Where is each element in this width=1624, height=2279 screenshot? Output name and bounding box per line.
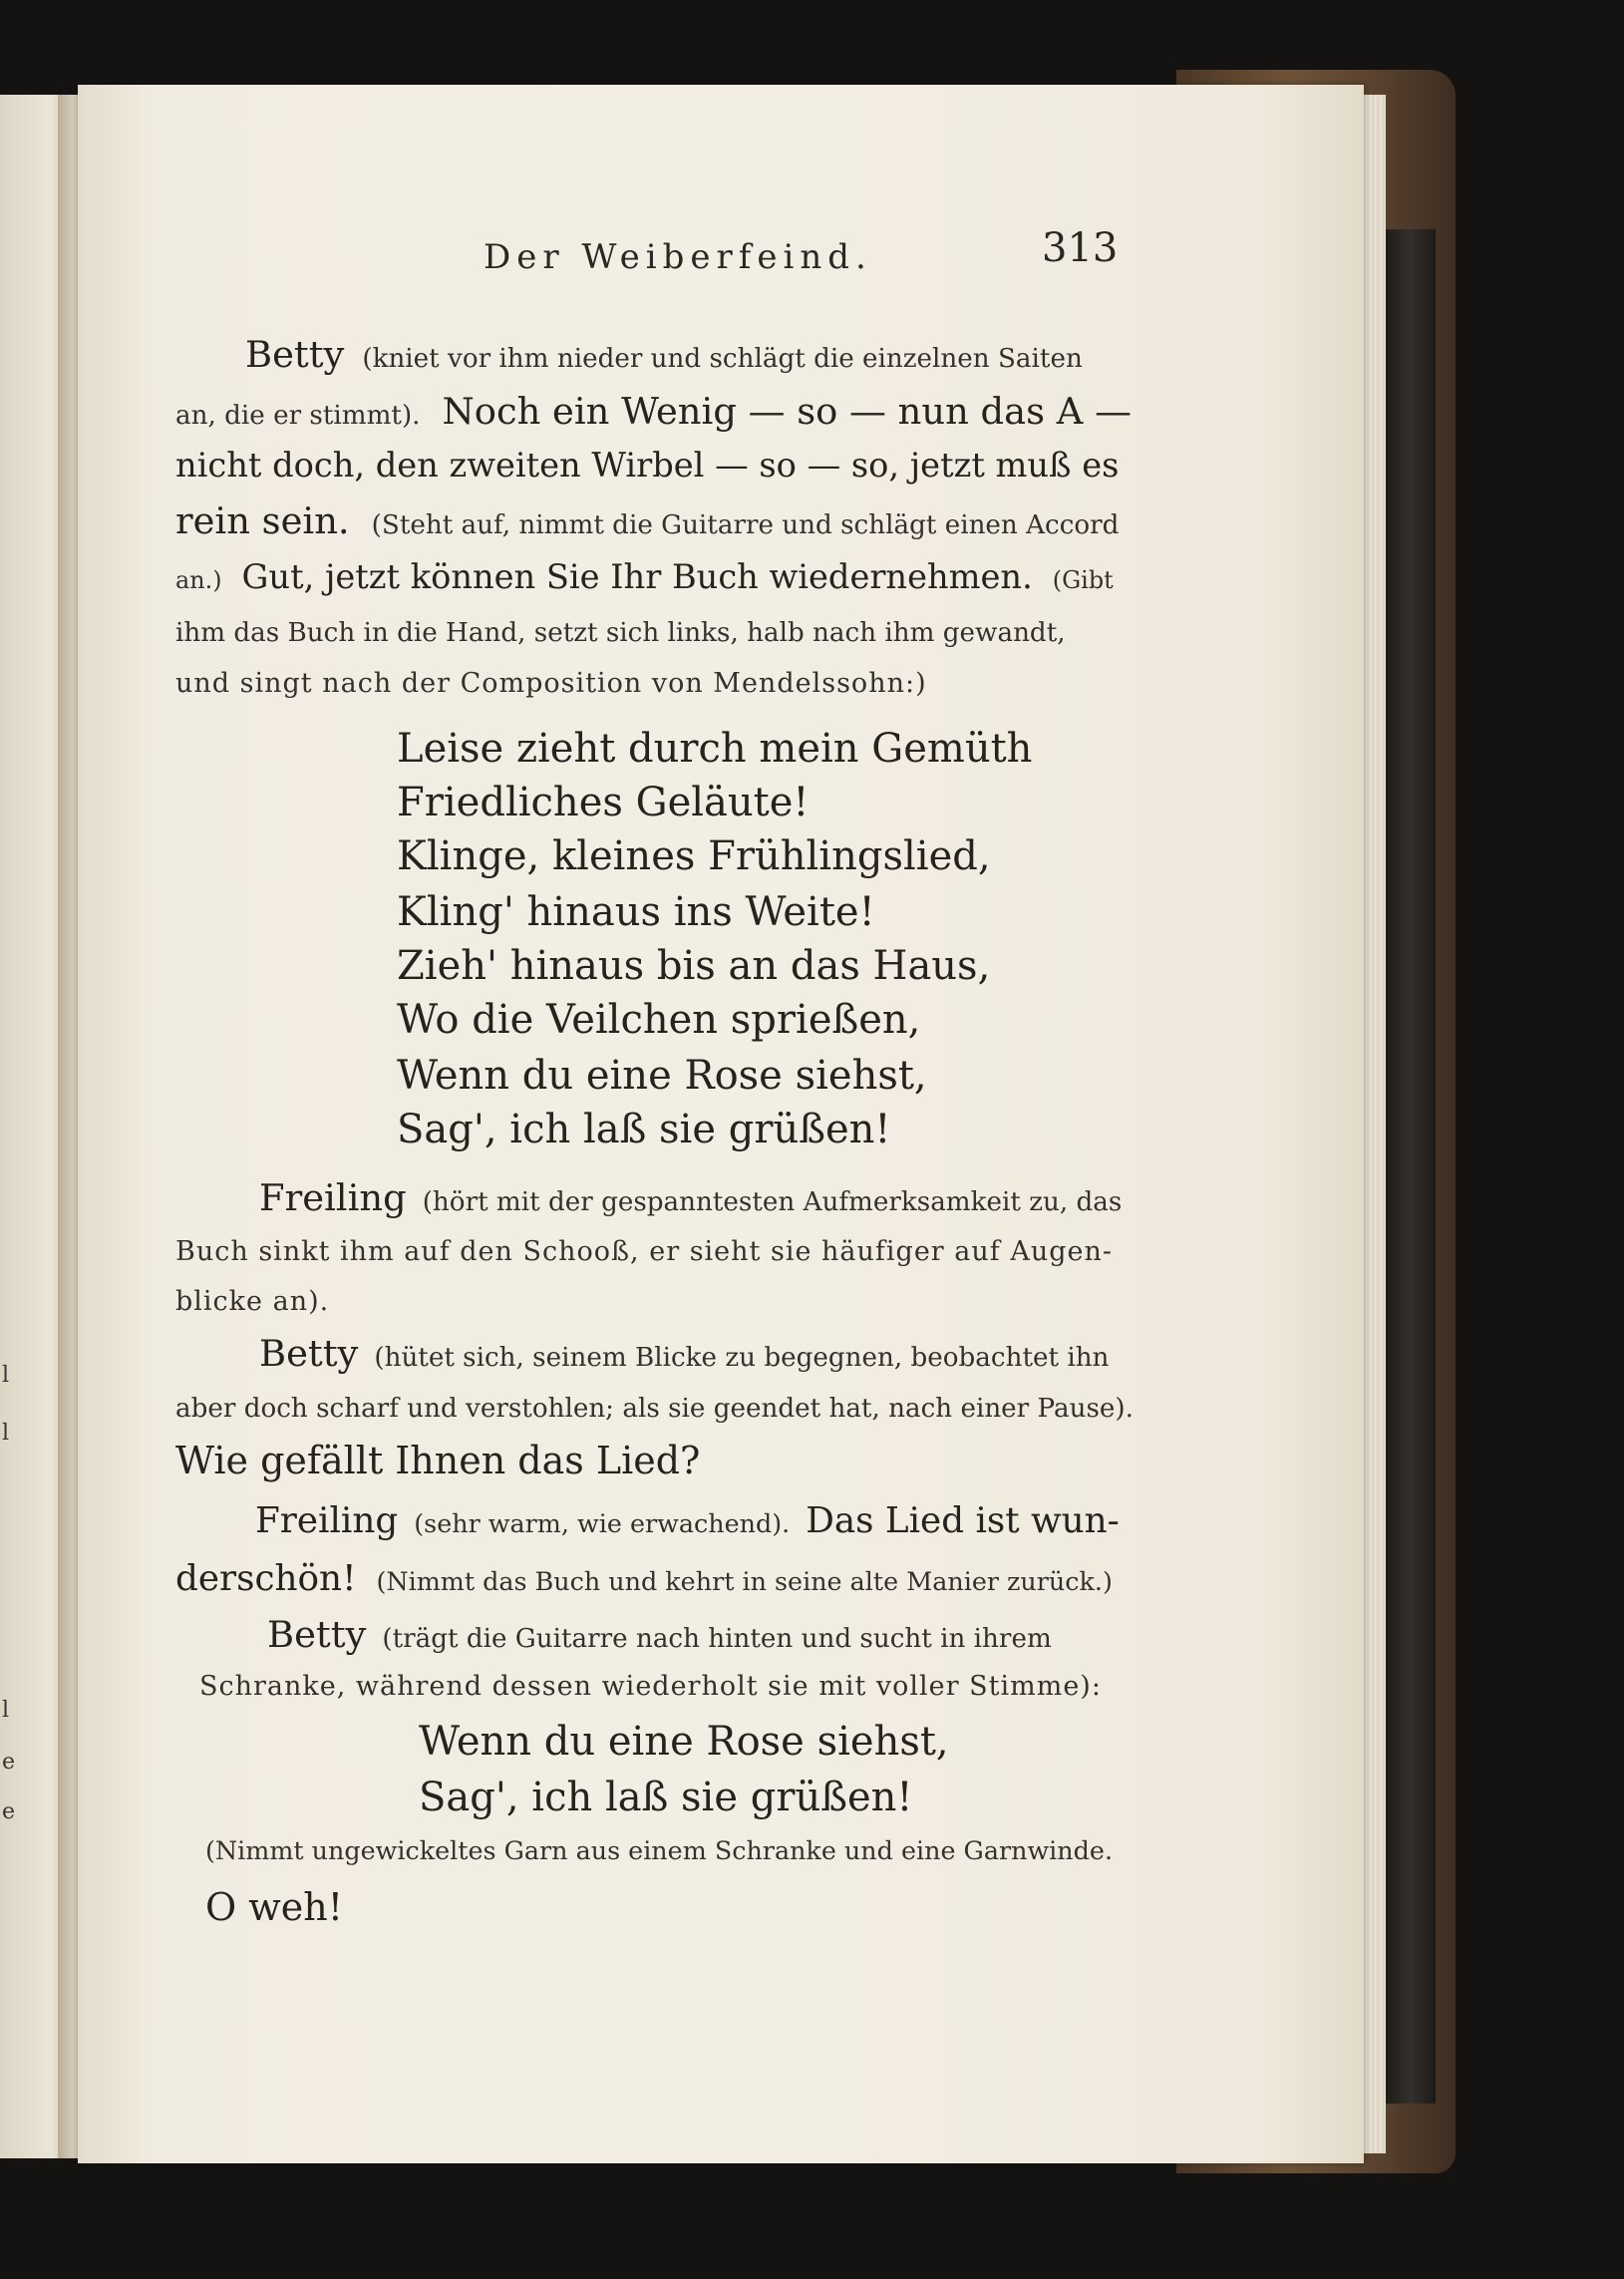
text-line [245,333,1138,376]
text-line [175,620,1138,646]
stage-direction: (Steht auf, nimmt die Guitarre und schlägt einen Accord [371,510,1120,540]
speech: derschön! [175,1558,357,1599]
stage-direction: (trägt die Guitarre nach hinten und sucht in ihrem [382,1624,1052,1654]
speaker-name: Betty [267,1613,367,1656]
verse-line: Sag', ich laß sie grüßen! [397,1107,891,1152]
book-spine-inner [1386,229,1436,2104]
verse-line: Wo die Veilchen sprießen, [397,997,921,1043]
verse-line: Zieh' hinaus bis an das Haus, [397,943,991,989]
verse-line: Leise zieht durch mein Gemüth [397,726,1033,772]
stage-direction: und singt nach der Composition von Mendelssohn:) [175,668,927,699]
speech: rein sein. [175,499,350,542]
stage-direction: Buch sinkt ihm auf den Schooß, er sieht sie häufiger auf Augen- [175,1236,1114,1267]
verse-line: Sag', ich laß sie grüßen! [419,1775,913,1820]
text-line [259,1176,1138,1219]
speaker-name: Freiling [255,1500,399,1541]
stage-direction: (Nimmt das Buch und kehrt in seine alte Manier zurück.) [376,1566,1113,1596]
page-number: 313 [1042,225,1119,271]
verse-line: Wenn du eine Rose siehst, [397,1053,927,1099]
speech: Gut, jetzt können Sie Ihr Buch wiedernehmen. [241,557,1033,596]
speech: O weh! [205,1885,343,1929]
verse-line: Friedliches Geläute! [397,780,810,825]
speech: nicht doch, den zweiten Wirbel — so — so, jetzt muß es [175,446,1120,485]
text-line [205,1885,1168,1929]
text-line [175,390,1138,433]
stage-direction: blicke an). [175,1286,330,1317]
stage-direction: (Nimmt ungewickeltes Garn aus einem Schranke und eine Garnwinde. [205,1835,1114,1865]
stage-direction: an.) [175,566,222,594]
stage-direction: Schranke, während dessen wiederholt sie mit voller Stimme): [199,1671,1102,1702]
text-line [175,446,1138,485]
left-page-fragment: l [2,1421,10,1446]
text-line [175,499,1138,542]
verse-line: Wenn du eine Rose siehst, [419,1719,949,1765]
text-line [255,1500,1138,1541]
speaker-name: Betty [259,1332,359,1375]
speech: Noch ein Wenig — so — nun das A — [442,390,1132,433]
speaker-name: Freiling [259,1176,407,1219]
speech: Wie gefällt Ihnen das Lied? [175,1439,701,1482]
text-line [175,670,1138,697]
text-line [267,1613,1138,1656]
left-page-fragment: e [2,1750,16,1775]
text-line [199,1673,1138,1700]
left-page-fragment: e [2,1799,16,1824]
stage-direction: (Gibt [1052,566,1114,594]
stage-direction: (hört mit der gespanntesten Aufmerksamkeit zu, das [422,1187,1123,1217]
stage-direction: (sehr warm, wie erwachend). [414,1508,791,1538]
stage-direction: ihm das Buch in die Hand, setzt sich links, halb nach ihm gewandt, [175,618,1066,648]
verse-line: Kling' hinaus ins Weite! [397,889,875,935]
text-line [175,1238,1138,1265]
running-title: Der Weiberfeind. [484,237,872,277]
left-page-fragment: l [2,1363,10,1388]
text-line [259,1332,1138,1375]
text-line [175,1396,1138,1422]
stage-direction: an, die er stimmt). [175,401,421,431]
verse-line: Klinge, kleines Frühlingslied, [397,833,991,879]
stage-direction: (hütet sich, seinem Blicke zu begegnen, beobachtet ihn [374,1343,1110,1373]
text-line [175,1558,1138,1599]
left-page-fragment: l [2,1698,10,1723]
speaker-name: Betty [245,333,345,376]
text-line [175,1439,1138,1482]
text-line [175,1288,1138,1315]
text-line [175,557,1138,596]
stage-direction: aber doch scharf und verstohlen; als sie geendet hat, nach einer Pause). [175,1394,1134,1424]
text-line [205,1835,1138,1865]
speech: Das Lied ist wun- [806,1500,1120,1541]
stage-direction: (kniet vor ihm nieder und schlägt die einzelnen Saiten [362,344,1083,374]
